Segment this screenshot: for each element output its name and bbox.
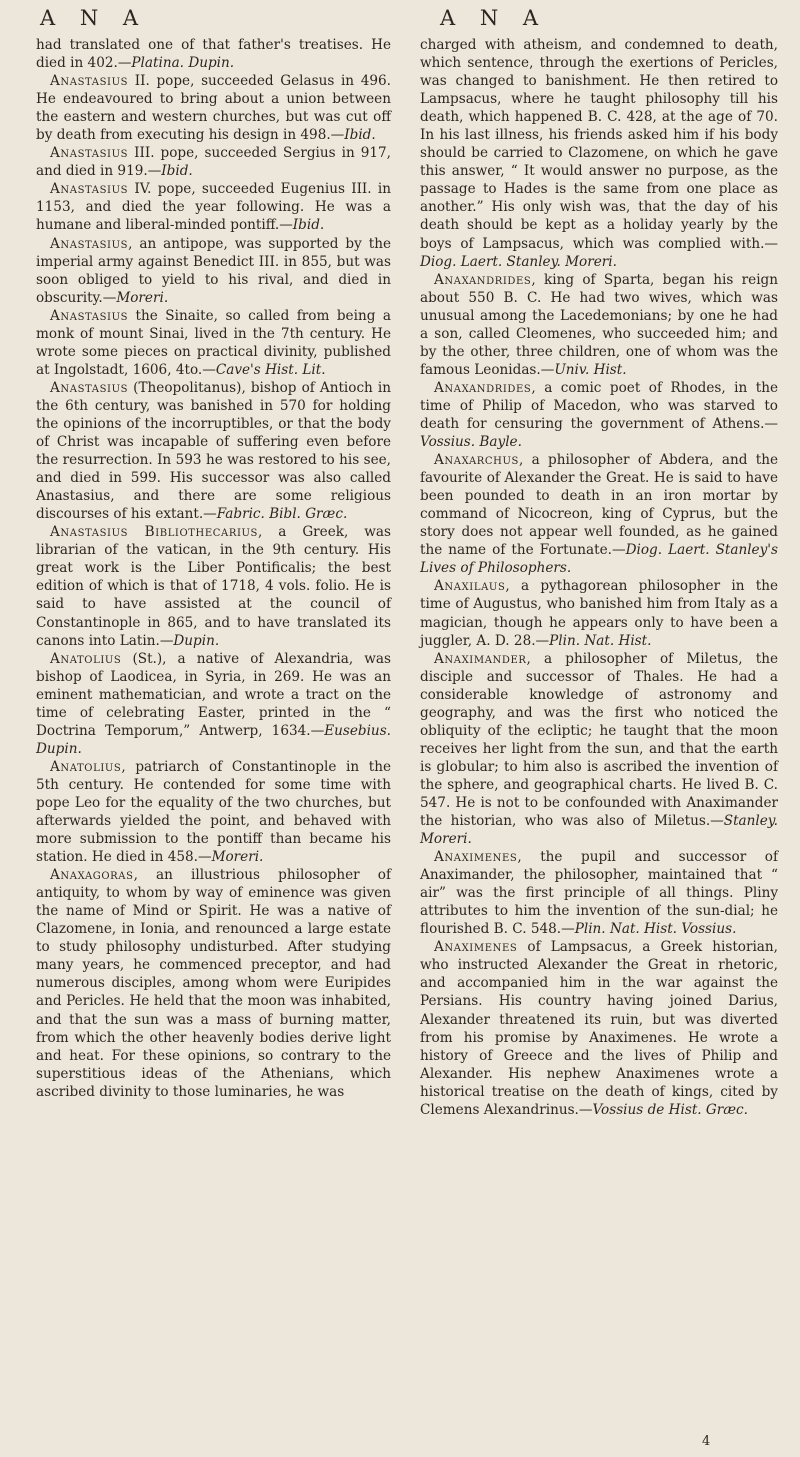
entry-source: Dupin. (173, 632, 220, 649)
source-dash: — (764, 415, 778, 432)
entry-source: Diog. Laert. Stanley's Lives of Philosophers. (420, 542, 778, 577)
entry-source: Vossius de Hist. Græc. (592, 1101, 748, 1118)
entry-source: Plin. Nat. Hist. (549, 632, 652, 649)
entry-headword: Anastasius (50, 181, 129, 198)
entry-text: IV. pope, succeeded Eugenius III. in 1153, and died the year following. He was a humane and liberal-minded pontiff. (36, 181, 391, 234)
source-dash: — (561, 921, 575, 938)
entry-source: Platina. Dupin. (131, 55, 235, 72)
source-dash: — (540, 361, 555, 378)
entry-headword: Anaxilaus (434, 578, 506, 595)
entry-text: , a comic poet of Rhodes, in the time of Philip of Macedon, who was starved to death for censuring the government of Athens. (420, 379, 778, 432)
dictionary-entry (36, 758, 391, 866)
dictionary-entry (420, 271, 778, 379)
dictionary-entry (420, 650, 778, 849)
entry-source: Vossius. Bayle. (420, 434, 522, 451)
source-dash: — (102, 289, 117, 306)
dictionary-entry (420, 451, 778, 577)
source-dash: — (535, 632, 550, 649)
dictionary-entry (420, 938, 778, 1118)
entry-source: Ibid. (292, 217, 325, 234)
entry-text: charged with atheism, and condemned to death, which sentence, through the exertions of Pericles, was changed to banishment. He then retired to Lampsacus, where he taught philosophy till his death, which happened B. C. 428, at the age of 70. In his last illness, his friends asked him if his body should be carried to Clazomene, on which he gave this answer, “ It would answer no purpose, as the passage to Hades is the same from one place as another.” His only wish was, that the day of his death should be kept as a holiday yearly by the boys of Lampsacus, which was complied with. (420, 37, 778, 252)
dictionary-entry (420, 36, 778, 271)
dictionary-entry (36, 235, 391, 307)
right-column (420, 36, 778, 1119)
entry-headword: Anatolius (50, 650, 122, 667)
entry-headword: Anaxandrides (434, 271, 532, 288)
dictionary-entry (36, 650, 391, 758)
entry-text: , a pythagorean philosopher in the time of Augustus, who banished him from Italy as a magician, though he appears only to have been a juggler, A. D. 28. (420, 578, 778, 649)
entry-headword: Anastasius (50, 73, 129, 90)
source-dash: — (764, 235, 778, 252)
entry-source: Plin. Nat. Hist. Vossius. (574, 921, 737, 938)
source-dash: — (203, 506, 217, 523)
dictionary-entry (420, 379, 778, 451)
dictionary-entry (420, 848, 778, 938)
source-dash: — (117, 55, 132, 72)
entry-text: , the pupil and successor of Anaximander, the philosopher, maintained that “ air” was the first principle of all things. Pliny attributes to him the invention of the sun-dial; he flourished B. C. 548. (420, 849, 778, 938)
entry-text: , king of Sparta, began his reign about 550 B. C. He had two wives, which was unusual among the Lacedemonians; by one he had a son, called Cleomenes, who succeeded him; and by the other, three children, one of whom was the famous Leonidas. (420, 271, 778, 378)
entry-headword: Anaxagoras (50, 867, 134, 884)
entry-text: , patriarch of Constantinople in the 5th century. He contended for some time with pope Leo for the equality of the two churches, but afterwards yielded the point, and behaved with more submission to the pontiff than became his station. He died in 458. (36, 758, 391, 866)
signature-mark: 4 (702, 1434, 711, 1449)
entry-headword: Anastasius (50, 235, 129, 252)
entry-text: had translated one of that father's treatises. He died in 402. (36, 37, 391, 72)
entry-text: II. pope, succeeded Gelasus in 496. He endeavoured to bring about a union between the eastern and western churches, but was cut off by death from executing his design in 498. (36, 73, 391, 144)
entry-text: the Sinaite, so called from being a monk of mount Sinai, lived in the 7th century. He wrote some pieces on practical divinity, published at Ingolstadt, 1606, 4to. (36, 307, 391, 378)
source-dash: — (611, 542, 626, 559)
entry-source: Moreri. (211, 849, 264, 866)
entry-text: , an illustrious philosopher of antiquity, to whom by way of eminence was given the name of Mind or Spirit. He was a native of Clazomene, in Ionia, and renounced a large estate to study philosophy undisturbed. After studying many years, he commenced preceptor, and had numerous disciples, among whom were Euripides and Pericles. He held that the moon was inhabited, and that the sun was a mass of burning matter, from which the other heavenly bodies derive light and heat. For these opinions, so contrary to the superstitious ideas of the Athenians, which ascribed divinity to those luminaries, he was (36, 867, 391, 1100)
entry-headword: Anastasius (50, 145, 129, 162)
source-dash: — (279, 217, 293, 234)
source-dash: — (197, 849, 212, 866)
entry-headword: Anaximander (434, 650, 527, 667)
running-head-right: A N A (440, 6, 548, 30)
entry-text: (Theopolitanus), bishop of Antioch in the 6th century, was banished in 570 for holding the opinions of the incorruptibles, or that the body of Christ was incapable of suffering even before the resurrection. In 593 he was restored to his see, and died in 599. His successor was also called Anastasius, and there are some religious discourses of his extant. (36, 379, 391, 523)
source-dash: — (147, 163, 162, 180)
entry-source: Moreri. (116, 289, 169, 306)
entry-headword: Anaximenes (434, 849, 518, 866)
dictionary-entry (36, 72, 391, 144)
entry-headword: Anastasius Bibliothecarius (50, 524, 259, 541)
dictionary-entry (36, 866, 391, 1101)
entry-text: , a Greek, was librarian of the vatican, in the 9th century. His great work is the Liber Pontificalis; the best edition of which is that of 1718, 4 vols. folio. He is said to have assisted at the council of Constantinople in 865, and to have translated its canons into Latin. (36, 524, 391, 649)
source-dash: — (578, 1101, 593, 1118)
source-dash: — (202, 361, 216, 378)
entry-text: of Lampsacus, a Greek historian, who instructed Alexander the Great in rhetoric, and accompanied him in the war against the Persians. His country having joined Darius, Alexander threatened its ruin, but was diverted from his promise by Anaximenes. He wrote a history of Greece and the lives of Philip and Alexander. His nephew Anaximenes wrote a historical treatise on the death of kings, cited by Clemens Alexandrinus. (420, 939, 778, 1118)
source-dash: — (710, 813, 724, 830)
entry-text: III. pope, succeeded Sergius in 917, and died in 919. (36, 145, 391, 180)
entry-headword: Anaximenes (434, 939, 518, 956)
source-dash: — (159, 632, 174, 649)
entry-headword: Anatolius (50, 758, 122, 775)
entry-source: Ibid. (344, 127, 376, 144)
entry-source: Diog. Laert. Stanley. Moreri. (420, 253, 617, 270)
dictionary-entry (36, 307, 391, 379)
dictionary-entry (36, 36, 391, 72)
dictionary-entry (36, 523, 391, 649)
entry-source: Fabric. Bibl. Græc. (216, 506, 348, 523)
source-dash: — (310, 722, 325, 739)
entry-headword: Anaxandrides (434, 379, 532, 396)
entry-source: Stanley. Moreri. (420, 813, 778, 848)
source-dash: — (330, 127, 345, 144)
left-column (36, 36, 391, 1101)
dictionary-entry (36, 180, 391, 234)
entry-text: , a philosopher of Abdera, and the favourite of Alexander the Great. He is said to have been pounded to death in an iron mortar by command of Nicocreon, king of Cyprus, but the story does not appear well founded, as he gained the name of the Fortunate. (420, 452, 778, 559)
running-head-left: A N A (40, 6, 148, 30)
entry-headword: Anaxarchus (434, 452, 519, 469)
entry-text: (St.), a native of Alexandria, was bishop of Laodicea, in Syria, in 269. He was an eminent mathematician, and wrote a tract on the time of celebrating Easter, printed in the “ Doctrina Temporum,” Antwerp, 1634. (36, 650, 391, 739)
entry-text: , a philosopher of Miletus, the disciple and successor of Thales. He had a considerable knowledge of astronomy and geography, and was the first who noticed the obliquity of the ecliptic; he taught that the moon receives her light from the sun, and that the earth is globular; to him also is ascribed the invention of the sphere, and geographical charts. He lived B. C. 547. He is not to be confounded with Anaximander the historian, who was also of Miletus. (420, 650, 778, 830)
entry-headword: Anastasius (50, 379, 129, 396)
entry-source: Cave's Hist. Lit. (215, 361, 326, 378)
entry-source: Univ. Hist. (554, 361, 627, 378)
entry-source: Ibid. (161, 163, 193, 180)
entry-text: , an antipope, was supported by the imperial army against Benedict III. in 855, but was soon obliged to yield to his rival, and died in obscurity. (36, 235, 391, 306)
dictionary-entry (36, 379, 391, 523)
dictionary-entry (36, 144, 391, 180)
dictionary-entry (420, 577, 778, 649)
entry-headword: Anastasius (50, 307, 129, 324)
entry-source: Eusebius. Dupin. (36, 722, 391, 757)
